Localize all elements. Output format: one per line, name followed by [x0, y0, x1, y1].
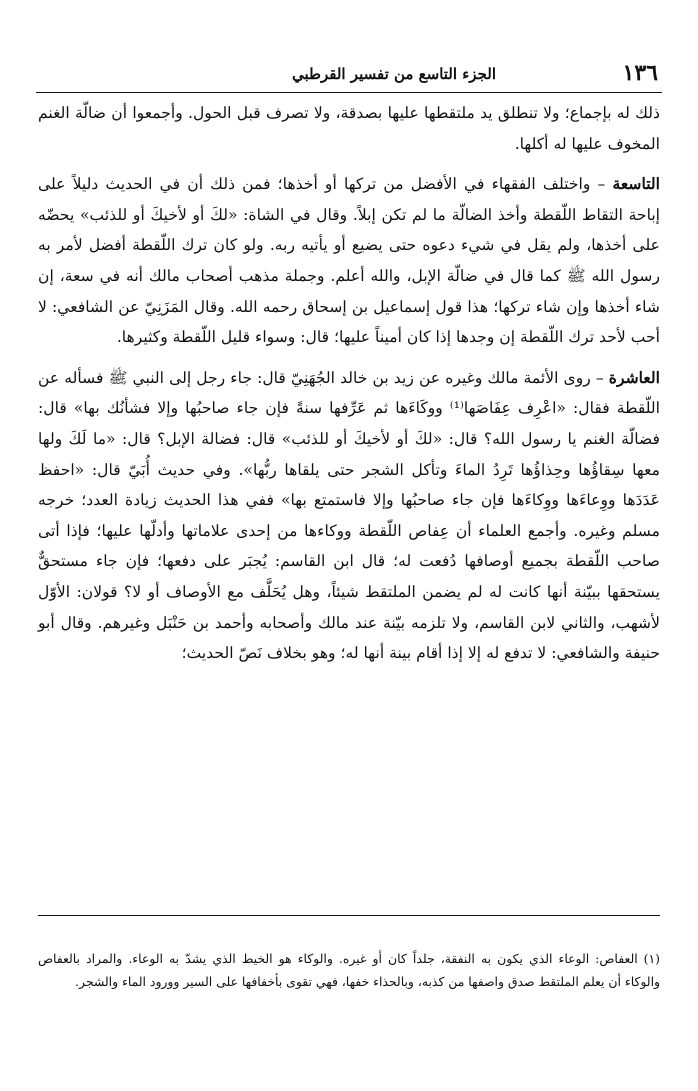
- footnote-number: (١): [643, 951, 660, 966]
- running-title: الجزء التاسع من تفسير القرطبي: [292, 65, 496, 83]
- section-label-ninth: التاسعة: [612, 174, 660, 194]
- footnote: [38, 948, 660, 993]
- paragraph-tenth-text: – روى الأئمة مالك وغيره عن زيد بن خالد الجُهَنِيّ قال: جاء رجل إلى النبي ﷺ فسأله عن اللّقطة فقال: «اعْرِف عِفَاصَها⁽¹⁾ ووكَاءَها ثم عَرِّفها سنةً فإن جاء صاحبُها وإلا فشأنُك بها» قال: فضالّة الغنم يا رسول الله؟ قال: «لكَ أو لأخيكَ أو للذئب» قال: فضالة الإبل؟ قال: «ما لَكَ ولها معها سِقاؤُها وحِذاؤُها تَرِدُ الماءَ وتأكل الشجر حتى يلقاها ربُّها». وفي حديث أُبَيّ قال: «احفظ عَدَدَها ووِعاءَها ووِكاءَها فإن جاء صاحبُها وإلا فاستمتع بها» ففي هذا الحديث زيادة العدد؛ خرجه مسلم وغيره. وأجمع العلماء أن عِفاص اللّقطة ووكاءها من إحدى علاماتها وأدلّها عليها؛ فإذا أتى صاحب اللّقطة بجميع أوصافها دُفعت له؛ قال ابن القاسم: يُجبَر على دفعها؛ فإن جاء مستحقٌّ يستحقها ببيّنة أنها كانت له لم يضمن الملتقط شيئاً، وهل يُحَلَّف مع الأوصاف أو لا؟ قولان: الأوّل لأشهب، والثاني لابن القاسم، ولا تلزمه بيّنة عند مالك وأصحابه وأحمد بن حَنْبَل وغيرهم. وقال أبو حنيفة والشافعي: لا تدفع له إلا إذا أقام بينة أنها له؛ وهو بخلاف نَصّ الحديث؛: [38, 368, 661, 663]
- paragraph-tenth: [38, 363, 660, 669]
- page-header: [36, 58, 662, 93]
- page-number: ١٣٦: [622, 60, 658, 86]
- main-text: [38, 98, 660, 669]
- paragraph-ninth: [38, 169, 660, 353]
- paragraph-1: ذلك له بإجماع؛ ولا تنطلق يد ملتقطها عليها بصدقة، ولا تصرف قبل الحول. وأجمعوا أن ضالّة الغنم المخوف عليها له أكلها.: [38, 104, 660, 153]
- footnote-text: العفاص: الوعاء الذي يكون به النفقة، جلداً كان أو غيره. والوكاء هو الخيط الذي يشدّ به الوعاء. والمراد بالعفاص والوكاء أن يعلم الملتقط صدق واصفها من كذبه، وبالحذاء خفها، فهي تقوى بأخفافها على السير وورود الماء والشجر.: [38, 951, 660, 989]
- footnote-separator: [38, 915, 660, 916]
- paragraph-ninth-text: – واختلف الفقهاء في الأفضل من تركها أو أخذها؛ فمن ذلك أن في الحديث دليلاً على إباحة التقاط اللّقطة وأخذ الضالّة ما لم تكن إبلاً. وقال في الشاة: «لكَ أو لأخيكَ أو للذئب» يحضّه على أخذها، ولم يقل في شيء دعوه حتى يضيع أو يأتيه ربه. ولو كان ترك اللّقطة أفضل لأمر به رسول الله ﷺ كما قال في ضالّة الإبل، والله أعلم. وجملة مذهب أصحاب مالك أنه في سعة، إن شاء أخذها وإن شاء تركها؛ هذا قول إسماعيل بن إسحاق رحمه الله. وقال المَزَنِيّ عن الشافعي: لا أحب لأحد ترك اللّقطة إن وجدها إذا كان أميناً عليها؛ قال: وسواء قليل اللّقطة وكثيرها.: [38, 175, 660, 347]
- section-label-tenth: العاشرة: [608, 367, 660, 387]
